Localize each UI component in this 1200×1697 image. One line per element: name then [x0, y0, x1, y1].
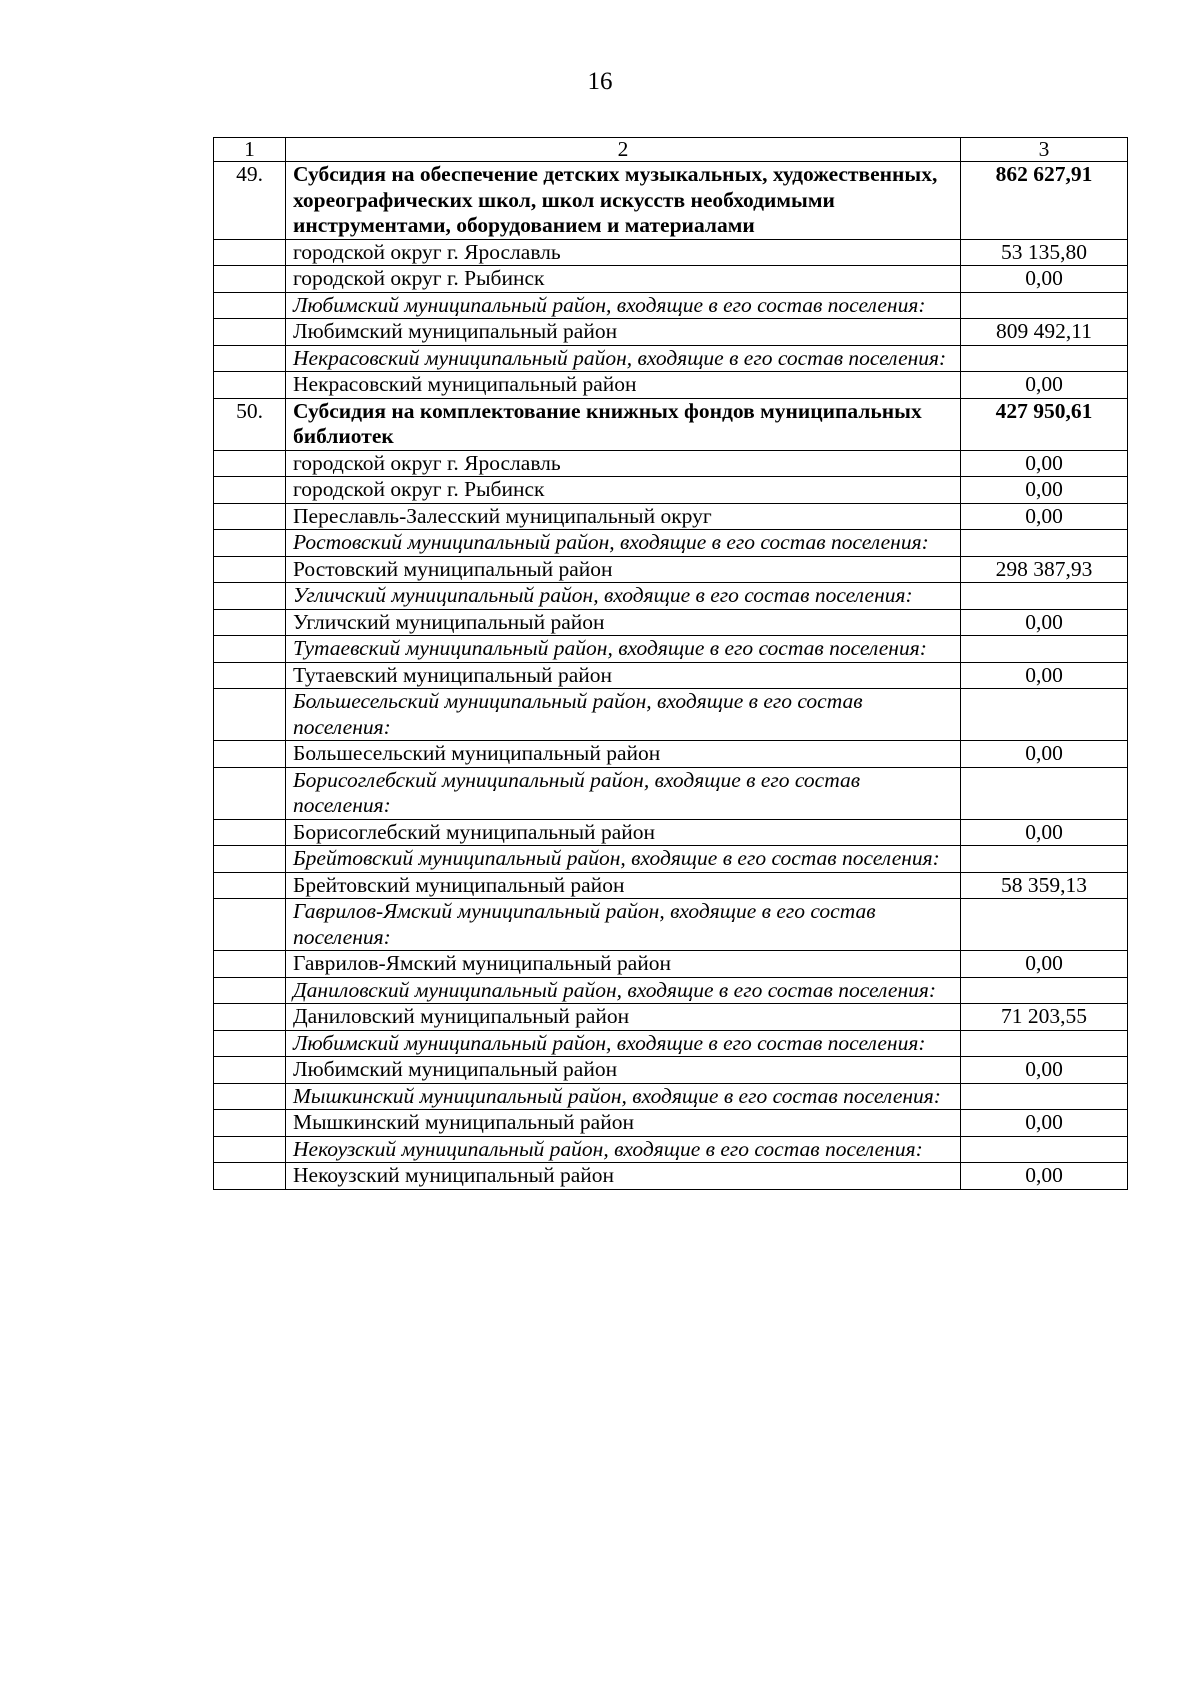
- table-row: [214, 477, 1128, 504]
- row-label: Субсидия на обеспечение детских музыкальных, художественных, хореографических школ, школ искусств необходимыми инструментами, оборудованием и материалами: [286, 162, 961, 240]
- row-number: [214, 1057, 286, 1084]
- table-row: [214, 741, 1128, 768]
- group-heading-row: [214, 583, 1128, 610]
- row-number: [214, 450, 286, 477]
- row-label: Переславль-Залесский муниципальный округ: [286, 503, 961, 530]
- row-amount: 0,00: [961, 503, 1128, 530]
- row-label: Угличский муниципальный район, входящие в его состав поселения:: [286, 583, 961, 610]
- table-row: [214, 1057, 1128, 1084]
- header-col-2: 2: [286, 138, 961, 162]
- table-row: [214, 819, 1128, 846]
- row-label: Даниловский муниципальный район: [286, 1004, 961, 1031]
- row-number: [214, 583, 286, 610]
- row-label: Гаврилов-Ямский муниципальный район: [286, 951, 961, 978]
- row-label: Любимский муниципальный район, входящие в его состав поселения:: [286, 292, 961, 319]
- row-number: [214, 266, 286, 293]
- row-amount: 58 359,13: [961, 872, 1128, 899]
- row-number: [214, 899, 286, 951]
- row-number: [214, 689, 286, 741]
- row-label: Большесельский муниципальный район, входящие в его состав поселения:: [286, 689, 961, 741]
- row-number: [214, 1136, 286, 1163]
- table-row: [214, 872, 1128, 899]
- group-heading-row: [214, 1136, 1128, 1163]
- row-number: 50.: [214, 398, 286, 450]
- group-heading-row: [214, 689, 1128, 741]
- row-number: [214, 609, 286, 636]
- row-amount: 53 135,80: [961, 239, 1128, 266]
- row-amount: [961, 292, 1128, 319]
- row-label: Борисоглебский муниципальный район: [286, 819, 961, 846]
- subsidy-row: [214, 162, 1128, 240]
- row-amount: [961, 1136, 1128, 1163]
- group-heading-row: [214, 977, 1128, 1004]
- row-number: [214, 345, 286, 372]
- row-amount: [961, 899, 1128, 951]
- group-heading-row: [214, 899, 1128, 951]
- table-row: [214, 319, 1128, 346]
- group-heading-row: [214, 1030, 1128, 1057]
- row-number: [214, 767, 286, 819]
- row-number: [214, 636, 286, 663]
- row-amount: [961, 977, 1128, 1004]
- table-row: [214, 1110, 1128, 1137]
- row-number: [214, 239, 286, 266]
- row-number: [214, 1030, 286, 1057]
- row-label: Тутаевский муниципальный район: [286, 662, 961, 689]
- row-number: [214, 846, 286, 873]
- row-amount: 0,00: [961, 1163, 1128, 1190]
- row-number: [214, 977, 286, 1004]
- row-amount: 298 387,93: [961, 556, 1128, 583]
- table-row: [214, 951, 1128, 978]
- row-number: [214, 872, 286, 899]
- row-label: Субсидия на комплектование книжных фондов муниципальных библиотек: [286, 398, 961, 450]
- row-number: [214, 1004, 286, 1031]
- row-amount: 0,00: [961, 609, 1128, 636]
- row-number: [214, 503, 286, 530]
- row-label: Гаврилов-Ямский муниципальный район, входящие в его состав поселения:: [286, 899, 961, 951]
- row-label: Тутаевский муниципальный район, входящие в его состав поселения:: [286, 636, 961, 663]
- row-label: городской округ г. Ярославль: [286, 239, 961, 266]
- row-number: [214, 477, 286, 504]
- row-number: [214, 662, 286, 689]
- table-row: [214, 503, 1128, 530]
- group-heading-row: [214, 530, 1128, 557]
- row-amount: 862 627,91: [961, 162, 1128, 240]
- row-amount: 0,00: [961, 741, 1128, 768]
- table-row: [214, 266, 1128, 293]
- row-label: Угличский муниципальный район: [286, 609, 961, 636]
- row-amount: 427 950,61: [961, 398, 1128, 450]
- row-label: Борисоглебский муниципальный район, входящие в его состав поселения:: [286, 767, 961, 819]
- group-heading-row: [214, 345, 1128, 372]
- row-number: [214, 372, 286, 399]
- row-amount: [961, 583, 1128, 610]
- group-heading-row: [214, 767, 1128, 819]
- row-number: [214, 292, 286, 319]
- row-amount: [961, 530, 1128, 557]
- row-amount: [961, 636, 1128, 663]
- row-label: Ростовский муниципальный район: [286, 556, 961, 583]
- subsidy-row: [214, 398, 1128, 450]
- row-amount: 0,00: [961, 477, 1128, 504]
- row-label: Любимский муниципальный район, входящие в его состав поселения:: [286, 1030, 961, 1057]
- row-amount: [961, 846, 1128, 873]
- page-number: 16: [587, 68, 613, 95]
- row-label: Некрасовский муниципальный район, входящие в его состав поселения:: [286, 345, 961, 372]
- row-number: [214, 556, 286, 583]
- row-label: Брейтовский муниципальный район, входящие в его состав поселения:: [286, 846, 961, 873]
- row-amount: 0,00: [961, 1057, 1128, 1084]
- row-label: Некоузский муниципальный район: [286, 1163, 961, 1190]
- table-row: [214, 609, 1128, 636]
- row-amount: [961, 1030, 1128, 1057]
- group-heading-row: [214, 846, 1128, 873]
- row-number: [214, 319, 286, 346]
- row-label: Некрасовский муниципальный район: [286, 372, 961, 399]
- row-amount: 0,00: [961, 1110, 1128, 1137]
- row-amount: 809 492,11: [961, 319, 1128, 346]
- row-label: городской округ г. Рыбинск: [286, 266, 961, 293]
- table-row: [214, 239, 1128, 266]
- row-number: [214, 741, 286, 768]
- header-col-3: 3: [961, 138, 1128, 162]
- row-amount: 0,00: [961, 266, 1128, 293]
- row-number: [214, 530, 286, 557]
- row-number: [214, 1163, 286, 1190]
- table-row: [214, 450, 1128, 477]
- table-row: [214, 662, 1128, 689]
- table-row: [214, 556, 1128, 583]
- row-label: городской округ г. Рыбинск: [286, 477, 961, 504]
- row-label: Большесельский муниципальный район: [286, 741, 961, 768]
- row-label: Любимский муниципальный район: [286, 1057, 961, 1084]
- row-number: [214, 951, 286, 978]
- row-amount: 0,00: [961, 819, 1128, 846]
- row-number: [214, 819, 286, 846]
- row-amount: [961, 345, 1128, 372]
- row-label: городской округ г. Ярославль: [286, 450, 961, 477]
- row-amount: 71 203,55: [961, 1004, 1128, 1031]
- row-label: Мышкинский муниципальный район: [286, 1110, 961, 1137]
- row-amount: 0,00: [961, 372, 1128, 399]
- row-amount: 0,00: [961, 662, 1128, 689]
- row-amount: 0,00: [961, 951, 1128, 978]
- table-row: [214, 1163, 1128, 1190]
- row-label: Некоузский муниципальный район, входящие в его состав поселения:: [286, 1136, 961, 1163]
- table-row: [214, 1004, 1128, 1031]
- row-amount: [961, 689, 1128, 741]
- row-label: Любимский муниципальный район: [286, 319, 961, 346]
- header-col-1: 1: [214, 138, 286, 162]
- table-row: [214, 372, 1128, 399]
- group-heading-row: [214, 292, 1128, 319]
- row-amount: [961, 767, 1128, 819]
- row-number: 49.: [214, 162, 286, 240]
- group-heading-row: [214, 1083, 1128, 1110]
- group-heading-row: [214, 636, 1128, 663]
- row-label: Даниловский муниципальный район, входящие в его состав поселения:: [286, 977, 961, 1004]
- row-label: Ростовский муниципальный район, входящие в его состав поселения:: [286, 530, 961, 557]
- row-number: [214, 1110, 286, 1137]
- table-header-row: [214, 138, 1128, 162]
- row-amount: [961, 1083, 1128, 1110]
- row-amount: 0,00: [961, 450, 1128, 477]
- table-body: [214, 162, 1128, 1190]
- row-number: [214, 1083, 286, 1110]
- row-label: Мышкинский муниципальный район, входящие в его состав поселения:: [286, 1083, 961, 1110]
- row-label: Брейтовский муниципальный район: [286, 872, 961, 899]
- subsidy-table: [213, 137, 1128, 1190]
